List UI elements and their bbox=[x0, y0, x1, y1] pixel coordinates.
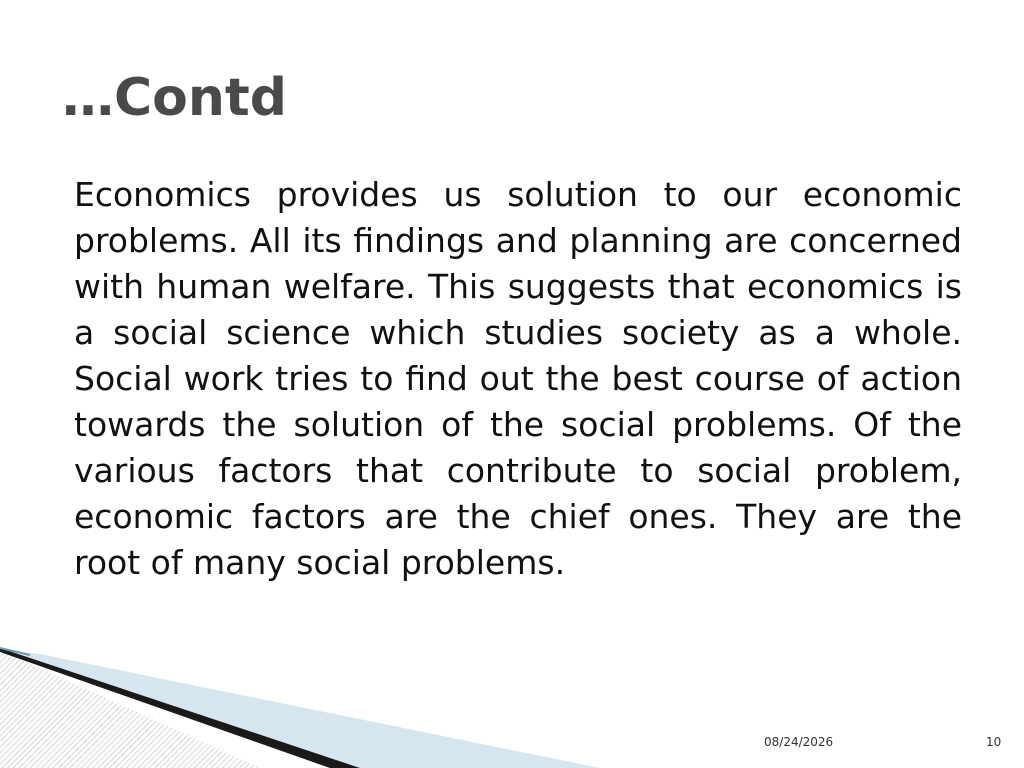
slide-title: …Contd bbox=[62, 68, 287, 128]
footer-date: 08/24/2026 bbox=[764, 735, 834, 749]
slide-body-paragraph: Economics provides us solution to our economic problems. All its findings and planning are concerned with human welfare. This suggests that economics is a social science which studies society as a whole. Social work tries to find out the best course of action towards the solution of the social problems. Of the various factors that contribute to social problem, economic factors are the chief ones. They are the root of many social problems. bbox=[74, 175, 962, 582]
slide-number: 10 bbox=[986, 735, 1002, 749]
